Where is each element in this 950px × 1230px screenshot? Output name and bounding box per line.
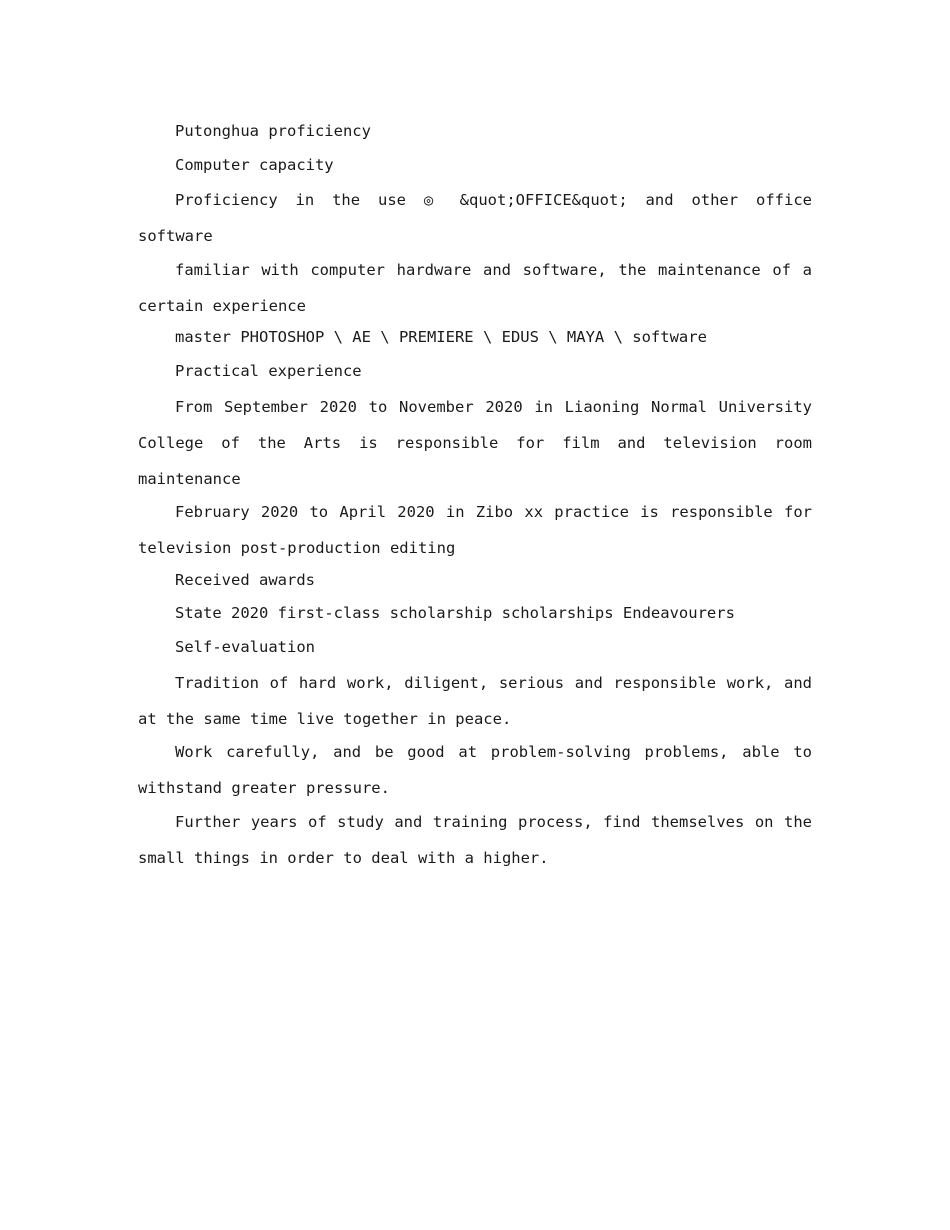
paragraph-hardware-software: familiar with computer hardware and software, the maintenance of a certain experience: [138, 260, 812, 315]
paragraph-putonghua-proficiency: Putonghua proficiency: [175, 122, 371, 140]
paragraph-office-proficiency: Proficiency in the use ◎ &quot;OFFICE&quot; and other office software: [138, 191, 812, 246]
paragraph-received-awards-heading: Received awards: [175, 570, 315, 589]
paragraph-experience-zibo: February 2020 to April 2020 in Zibo xx practice is responsible for television post-production editing: [138, 503, 812, 558]
paragraph-evaluation-hard-work: Tradition of hard work, diligent, serious and responsible work, and at the same time live together in peace.: [138, 673, 812, 728]
paragraph-computer-capacity: Computer capacity: [175, 155, 334, 174]
paragraph-self-evaluation-heading: Self-evaluation: [175, 638, 315, 656]
paragraph-practical-experience-heading: Practical experience: [175, 362, 362, 380]
paragraph-evaluation-pressure: Work carefully, and be good at problem-solving problems, able to withstand greater pressure.: [138, 743, 812, 798]
document-body: [138, 115, 812, 873]
paragraph-scholarship: State 2020 first-class scholarship scholarships Endeavourers: [175, 604, 735, 623]
paragraph-software-skills: master PHOTOSHOP \ AE \ PREMIERE \ EDUS \ MAYA \ software: [175, 328, 707, 347]
paragraph-experience-liaoning: From September 2020 to November 2020 in Liaoning Normal University College of the Arts is responsible for film and television room maintenance: [138, 397, 812, 488]
paragraph-evaluation-further-study: Further years of study and training process, find themselves on the small things in order to deal with a higher.: [138, 812, 812, 867]
